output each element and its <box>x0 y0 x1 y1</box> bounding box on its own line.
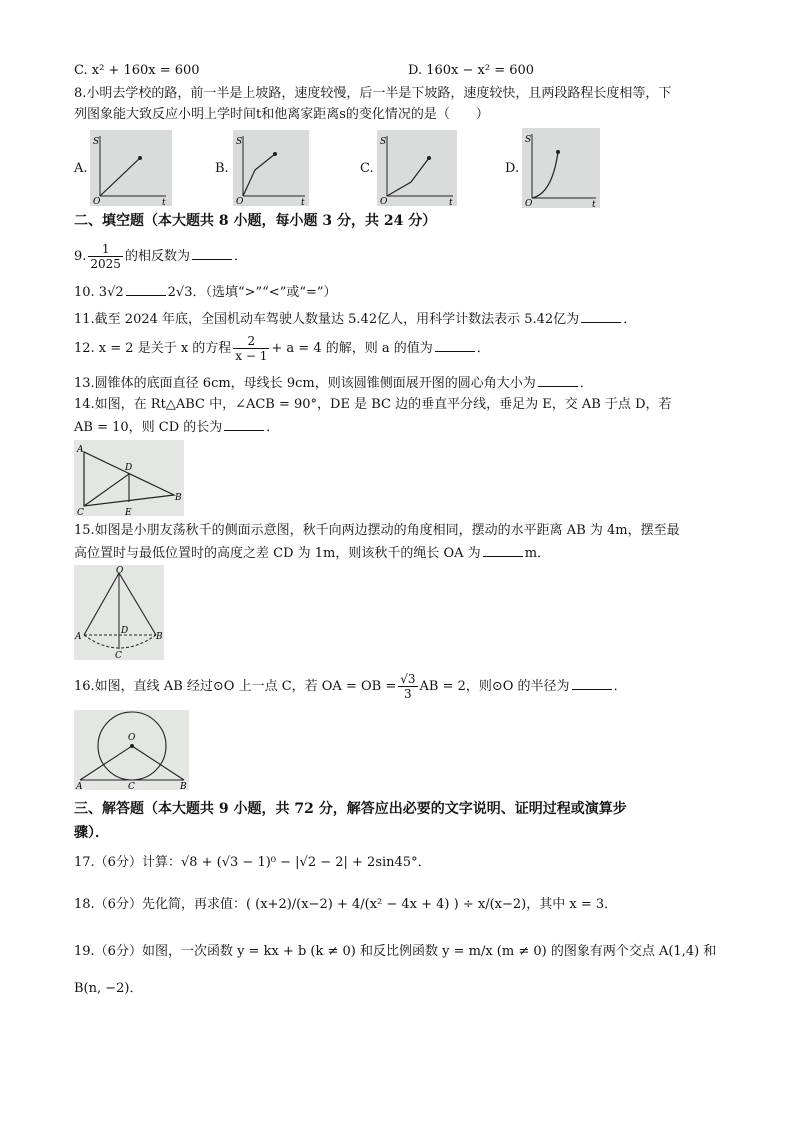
q8-line1: 8.小明去学校的路，前一半是上坡路，速度较慢，后一半是下坡路，速度较快，且两段路程长度相等，下 <box>74 86 672 101</box>
q14-figure <box>74 440 184 516</box>
q10-right: 2√3．（选填“>”“<”或“=”） <box>167 285 337 300</box>
q15-label-a: A <box>75 632 82 642</box>
q10-blank[interactable] <box>126 283 166 296</box>
q16-label-a: A <box>76 782 83 790</box>
q10 <box>74 283 337 302</box>
q18-expression: ( (x+2)/(x−2) + 4/(x² − 4x + 4) ) ÷ x/(x−2) <box>245 897 527 912</box>
q15-label-o: O <box>116 566 124 576</box>
q18 <box>74 896 617 914</box>
q14-label-d: D <box>125 463 133 473</box>
q7-option-d: D. 160x − x² = 600 <box>408 63 535 78</box>
q9-fraction <box>88 242 123 271</box>
q16-post: AB = 2，则⊙O 的半径为 <box>419 679 570 694</box>
q16-denominator: 3 <box>404 687 412 701</box>
svg-text:t: t <box>301 198 305 206</box>
q15-unit: m． <box>524 546 551 561</box>
q16-pre: 16.如图，直线 AB 经过⊙O 上一点 C，若 OA = OB = <box>74 679 397 694</box>
q13-text: 13.圆锥体的底面直径 6cm，母线长 9cm，则该圆锥侧面展开图的圆心角大小为 <box>74 376 536 391</box>
q12-denominator: x − 1 <box>235 349 268 363</box>
svg-text:O: O <box>236 197 244 206</box>
q15-label-b: B <box>156 632 163 642</box>
q14-label-b: B <box>175 493 182 503</box>
q11 <box>74 310 636 329</box>
svg-text:t: t <box>162 198 166 206</box>
q8-option-c-label: C. <box>360 161 374 176</box>
q16 <box>74 670 627 704</box>
q9-denominator: 2025 <box>90 257 121 271</box>
q9-num: 9. <box>74 249 87 264</box>
q15-label-d: D <box>121 626 129 636</box>
q8-option-d-label: D. <box>505 161 520 176</box>
q14-blank[interactable] <box>224 418 264 431</box>
q15-label-c: C <box>115 651 122 660</box>
q14-period: ． <box>266 420 280 435</box>
q8-line2: 列图象能大致反应小明上学时间t和他离家距离s的变化情况的是（ ） <box>74 107 489 122</box>
q16-period: ． <box>613 679 627 694</box>
q8-graph-b <box>233 130 309 206</box>
q16-numerator: √3 <box>400 672 416 686</box>
section3-line2: 骤）． <box>74 825 109 841</box>
q9-numerator: 1 <box>88 242 123 257</box>
q12 <box>74 332 490 366</box>
q16-label-o: O <box>128 733 136 743</box>
svg-text:S: S <box>93 137 100 147</box>
svg-text:O: O <box>380 197 388 206</box>
q12-pre: 12. x = 2 是关于 x 的方程 <box>74 341 232 356</box>
svg-text:t: t <box>592 200 596 208</box>
section3-line1: 三、解答题（本大题共 9 小题，共 72 分，解答应出必要的文字说明、证明过程或演算步 <box>74 801 627 817</box>
q16-fraction <box>398 672 417 701</box>
q8-option-a-label: A. <box>74 161 88 176</box>
q13-period: ． <box>579 376 593 391</box>
q9-period: ． <box>233 249 247 264</box>
q18-pre: 18.（6分）先化简，再求值： <box>74 897 246 912</box>
q19-line2: B(n, −2)． <box>74 981 143 996</box>
q8-option-b-label: B. <box>215 161 229 176</box>
svg-text:S: S <box>380 137 387 147</box>
q16-figure <box>74 710 189 790</box>
q8-graph-d <box>522 128 600 208</box>
svg-text:O: O <box>525 199 533 208</box>
q11-text: 11.截至 2024 年底，全国机动车驾驶人数量达 5.42亿人，用科学计数法表示 5.42亿为 <box>74 312 580 327</box>
q16-label-c: C <box>128 782 135 790</box>
q12-post: + a = 4 的解，则 a 的值为 <box>271 341 433 356</box>
section2-title: 二、填空题（本大题共 8 小题，每小题 3 分，共 24 分） <box>74 213 437 229</box>
svg-text:S: S <box>525 135 532 145</box>
q9-blank[interactable] <box>192 247 232 260</box>
q17: 17.（6分）计算：√8 + (√3 − 1)⁰ − |√2 − 2| + 2sin45°． <box>74 855 431 870</box>
q16-label-b: B <box>180 782 187 790</box>
q14-label-c: C <box>77 508 84 516</box>
q15-line2-text: 高位置时与最低位置时的高度之差 CD 为 1m，则该秋千的绳长 OA 为 <box>74 546 481 561</box>
q19-line1: 19.（6分）如图，一次函数 y = kx + b (k ≠ 0) 和反比例函数 y = m/x (m ≠ 0) 的图象有两个交点 A(1,4) 和 <box>74 944 717 959</box>
q14-label-e: E <box>125 508 132 516</box>
q9-text: 的相反数为 <box>124 249 190 264</box>
q12-numerator: 2 <box>233 334 269 349</box>
q14-line1: 14.如图，在 Rt△ABC 中，∠ACB = 90°，DE 是 BC 边的垂直平分线，垂足为 E，交 AB 于点 D，若 <box>74 397 672 412</box>
q15-line1: 15.如图是小朋友荡秋千的侧面示意图，秋千向两边摆动的角度相同，摆动的水平距离 AB 为 4m，摆至最 <box>74 523 680 538</box>
q13-blank[interactable] <box>538 374 578 387</box>
q16-blank[interactable] <box>572 677 612 690</box>
q8-graph-c <box>377 130 457 206</box>
q13 <box>74 374 593 393</box>
q15-line2 <box>74 544 550 563</box>
q14-line2 <box>74 418 279 437</box>
q7-option-c: C. x² + 160x = 600 <box>74 63 200 78</box>
q18-post: ，其中 x = 3． <box>526 897 618 912</box>
svg-text:t: t <box>449 198 453 206</box>
q10-left: 10. 3√2 <box>74 285 124 300</box>
q15-blank[interactable] <box>483 544 523 557</box>
q15-figure <box>74 565 164 660</box>
q9 <box>74 240 247 274</box>
q8-graph-a <box>90 130 172 206</box>
svg-text:O: O <box>93 197 101 206</box>
q12-period: ． <box>476 341 490 356</box>
q14-label-a: A <box>77 445 84 455</box>
q12-blank[interactable] <box>435 339 475 352</box>
q14-line2-text: AB = 10，则 CD 的长为 <box>74 420 223 435</box>
q11-period: ． <box>623 312 637 327</box>
svg-text:S: S <box>236 137 243 147</box>
q12-fraction <box>233 334 269 363</box>
q11-blank[interactable] <box>581 310 621 323</box>
